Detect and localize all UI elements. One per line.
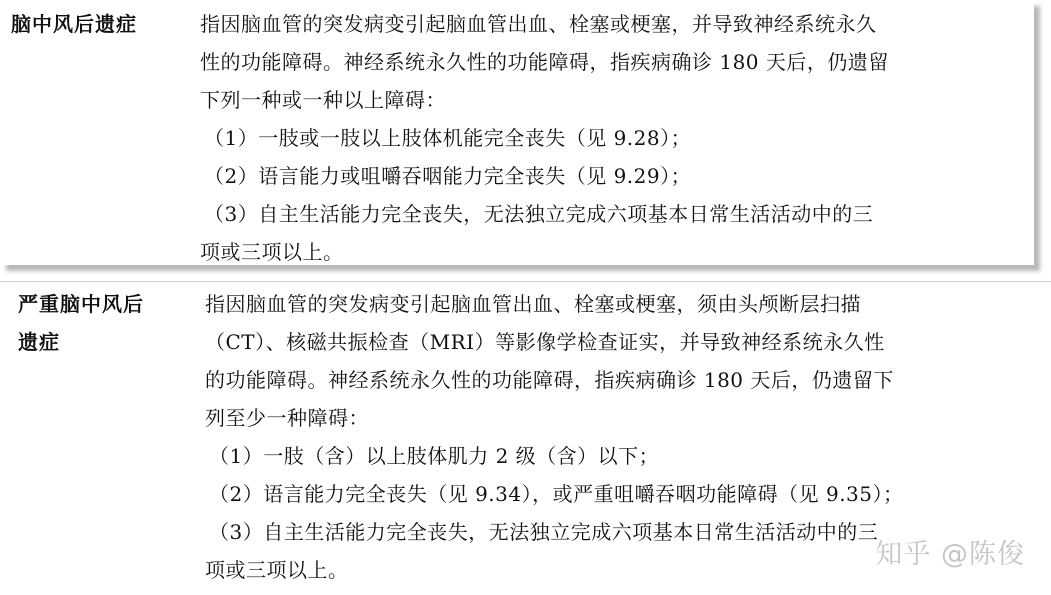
definition-line: 指因脑血管的突发病变引起脑血管出血、栓塞或梗塞，并导致神经系统永久 bbox=[200, 12, 877, 36]
definition-line: 的功能障碍。神经系统永久性的功能障碍，指疾病确诊 180 天后，仍遗留下 bbox=[205, 368, 894, 392]
definition-item-1: （1）一肢或一肢以上肢体机能完全丧失（见 9.28）； bbox=[204, 126, 692, 150]
definition-line: 性的功能障碍。神经系统永久性的功能障碍，指疾病确诊 180 天后，仍遗留 bbox=[200, 50, 889, 74]
definition-item-2: （2）语言能力完全丧失（见 9.34），或严重咀嚼吞咽功能障碍（见 9.35）； bbox=[209, 482, 904, 506]
definition-item-3: （3）自主生活能力完全丧失，无法独立完成六项基本日常生活活动中的三 bbox=[209, 520, 879, 544]
definition-item-1: （1）一肢（含）以上肢体肌力 2 级（含）以下； bbox=[209, 444, 660, 468]
definition-item-2: （2）语言能力或咀嚼吞咽能力完全丧失（见 9.29）； bbox=[204, 164, 692, 188]
definition-text bbox=[200, 5, 1032, 271]
term-title-line: 遗症 bbox=[18, 330, 60, 354]
definition-line: （CT）、核磁共振检查（MRI）等影像学检查证实，并导致神经系统永久性 bbox=[205, 330, 885, 354]
term-title bbox=[11, 5, 191, 43]
term-title bbox=[18, 285, 183, 361]
definition-line: 列至少一种障碍： bbox=[205, 406, 369, 430]
definition-line: 下列一种或一种以上障碍： bbox=[200, 88, 446, 112]
definition-line: 项或三项以上。 bbox=[200, 240, 344, 264]
clause-panel-stroke-sequelae bbox=[0, 0, 1034, 265]
term-title-line: 脑中风后遗症 bbox=[11, 12, 137, 36]
definition-item-3: （3）自主生活能力完全丧失，无法独立完成六项基本日常生活活动中的三 bbox=[204, 202, 874, 226]
definition-line: 指因脑血管的突发病变引起脑血管出血、栓塞或梗塞，须由头颅断层扫描 bbox=[205, 292, 861, 316]
term-title-line: 严重脑中风后 bbox=[18, 292, 144, 316]
clause-panel-severe-stroke-sequelae bbox=[0, 281, 1051, 595]
zhihu-watermark: 知乎 @陈俊 bbox=[875, 539, 1025, 570]
definition-line: 项或三项以上。 bbox=[205, 558, 349, 582]
